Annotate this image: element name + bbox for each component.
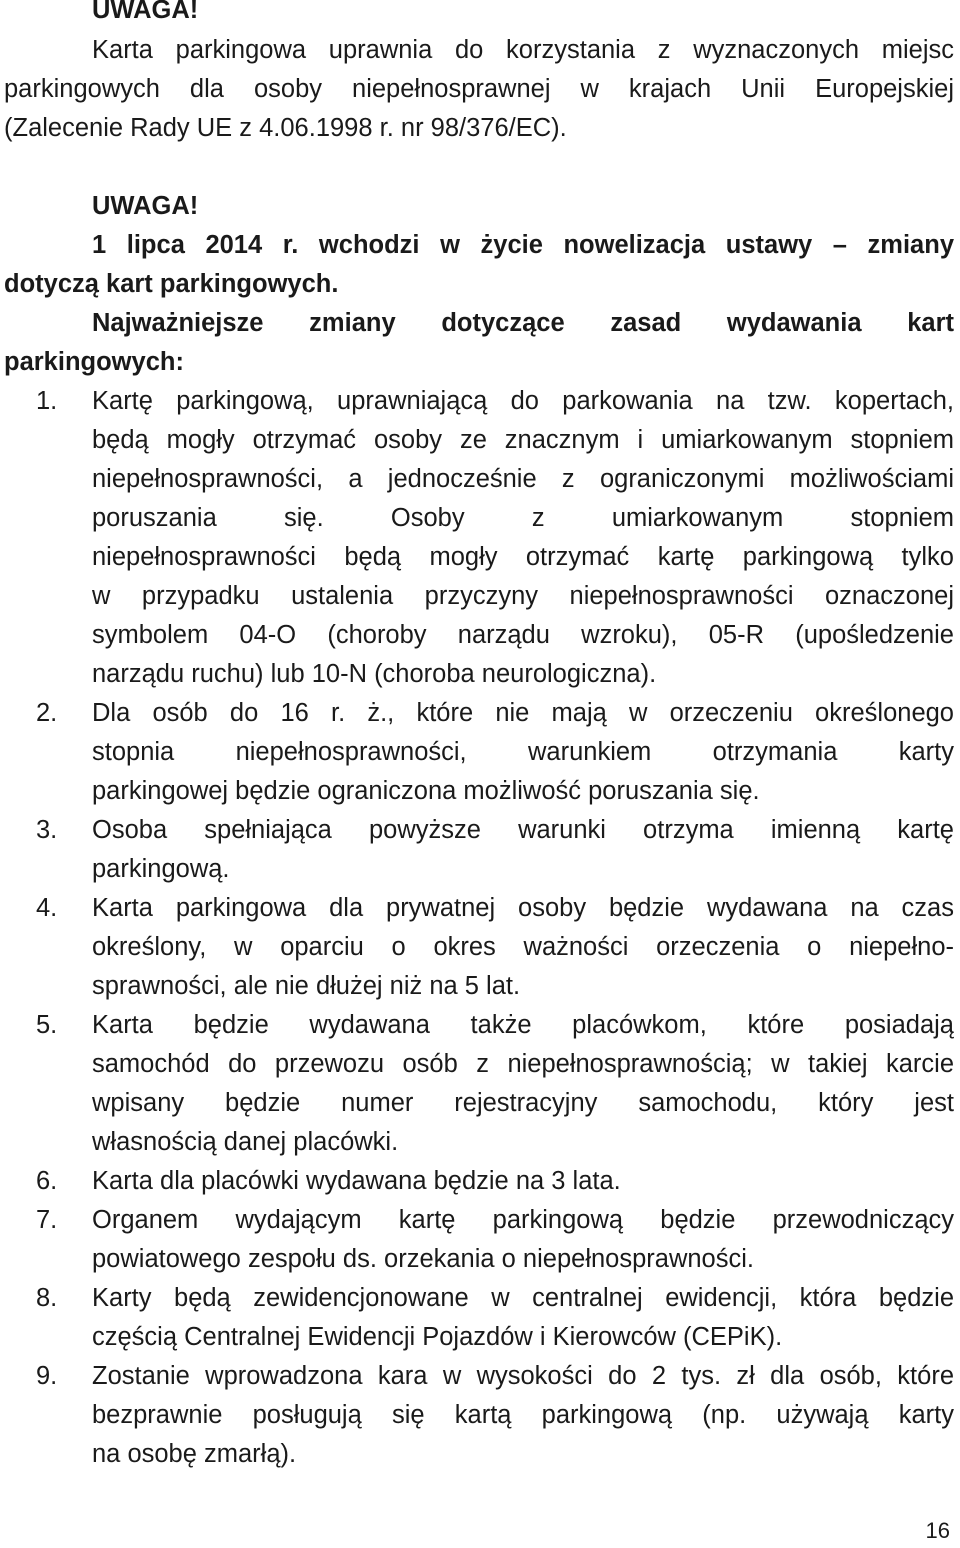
notice-text-line: Karta parkingowa uprawnia do korzystania z wyznaczonych miejsc — [92, 36, 954, 64]
list-number: 2. — [36, 699, 58, 727]
list-item-line: stopnia niepełnosprawności, warunkiem otrzymania karty — [92, 738, 954, 766]
list-item-line: Karta parkingowa dla prywatnej osoby będzie wydawana na czas — [92, 894, 954, 922]
list-item-line: Karta będzie wydawana także placówkom, które posiadają — [92, 1011, 954, 1039]
list-item-line: własnością danej placówki. — [92, 1128, 399, 1156]
list-number: 7. — [36, 1206, 58, 1234]
list-number: 4. — [36, 894, 58, 922]
list-item-line: określony, w oparciu o okres ważności orzeczenia o niepełno- — [92, 933, 954, 961]
list-item-line: powiatowego zespołu ds. orzekania o niepełnosprawności. — [92, 1245, 754, 1273]
list-number: 5. — [36, 1011, 58, 1039]
list-number: 3. — [36, 816, 58, 844]
list-item-line: na osobę zmarłą). — [92, 1440, 297, 1468]
list-item-line: bezprawnie posługują się kartą parkingową (np. używają karty — [92, 1401, 954, 1429]
list-item-line: narządu ruchu) lub 10-N (choroba neurologiczna). — [92, 660, 657, 688]
list-number: 8. — [36, 1284, 58, 1312]
page-number: 16 — [925, 1518, 950, 1543]
notice-text-line: Najważniejsze zmiany dotyczące zasad wydawania kart — [92, 309, 954, 337]
list-item-line: Zostanie wprowadzona kara w wysokości do 2 tys. zł dla osób, które — [92, 1362, 954, 1390]
list-item-line: samochód do przewozu osób z niepełnosprawnością; w takiej karcie — [92, 1050, 954, 1078]
list-item-line: wpisany będzie numer rejestracyjny samochodu, który jest — [92, 1089, 954, 1117]
list-item-line: poruszania się. Osoby z umiarkowanym stopniem — [92, 504, 954, 532]
list-item-line: parkingową. — [92, 855, 230, 883]
notice-text-line: parkingowych: — [4, 348, 184, 376]
list-item-line: parkingowej będzie ograniczona możliwość poruszania się. — [92, 777, 760, 805]
list-item-line: Kartę parkingową, uprawniającą do parkowania na tzw. kopertach, — [92, 387, 954, 415]
list-number: 6. — [36, 1167, 58, 1195]
list-item-line: Karta dla placówki wydawana będzie na 3 lata. — [92, 1167, 621, 1195]
list-item-line: symbolem 04-O (choroby narządu wzroku), 05-R (upośledzenie — [92, 621, 954, 649]
notice-text-line: (Zalecenie Rady UE z 4.06.1998 r. nr 98/376/EC). — [4, 114, 567, 142]
list-item-line: Dla osób do 16 r. ż., które nie mają w orzeczeniu określonego — [92, 699, 954, 727]
list-item-line: niepełnosprawności, a jednocześnie z ograniczonymi możliwościami — [92, 465, 954, 493]
notice-text-line: dotyczą kart parkingowych. — [4, 270, 339, 298]
list-number: 1. — [36, 387, 58, 415]
list-number: 9. — [36, 1362, 58, 1390]
notice-text-line: 1 lipca 2014 r. wchodzi w życie nowelizacja ustawy – zmiany — [92, 231, 954, 259]
notice-heading: UWAGA! — [92, 192, 199, 220]
list-item-line: częścią Centralnej Ewidencji Pojazdów i Kierowców (CEPiK). — [92, 1323, 783, 1351]
notice-text-line: parkingowych dla osoby niepełnosprawnej w krajach Unii Europejskiej — [4, 75, 954, 103]
notice-heading: UWAGA! — [92, 0, 199, 24]
list-item-line: Karty będą zewidencjonowane w centralnej ewidencji, która będzie — [92, 1284, 954, 1312]
list-item-line: będą mogły otrzymać osoby ze znacznym i umiarkowanym stopniem — [92, 426, 954, 454]
list-item-line: Osoba spełniająca powyższe warunki otrzyma imienną kartę — [92, 816, 954, 844]
list-item-line: w przypadku ustalenia przyczyny niepełnosprawności oznaczonej — [92, 582, 954, 610]
list-item-line: niepełnosprawności będą mogły otrzymać kartę parkingową tylko — [92, 543, 954, 571]
list-item-line: sprawności, ale nie dłużej niż na 5 lat. — [92, 972, 521, 1000]
list-item-line: Organem wydającym kartę parkingową będzie przewodniczący — [92, 1206, 954, 1234]
